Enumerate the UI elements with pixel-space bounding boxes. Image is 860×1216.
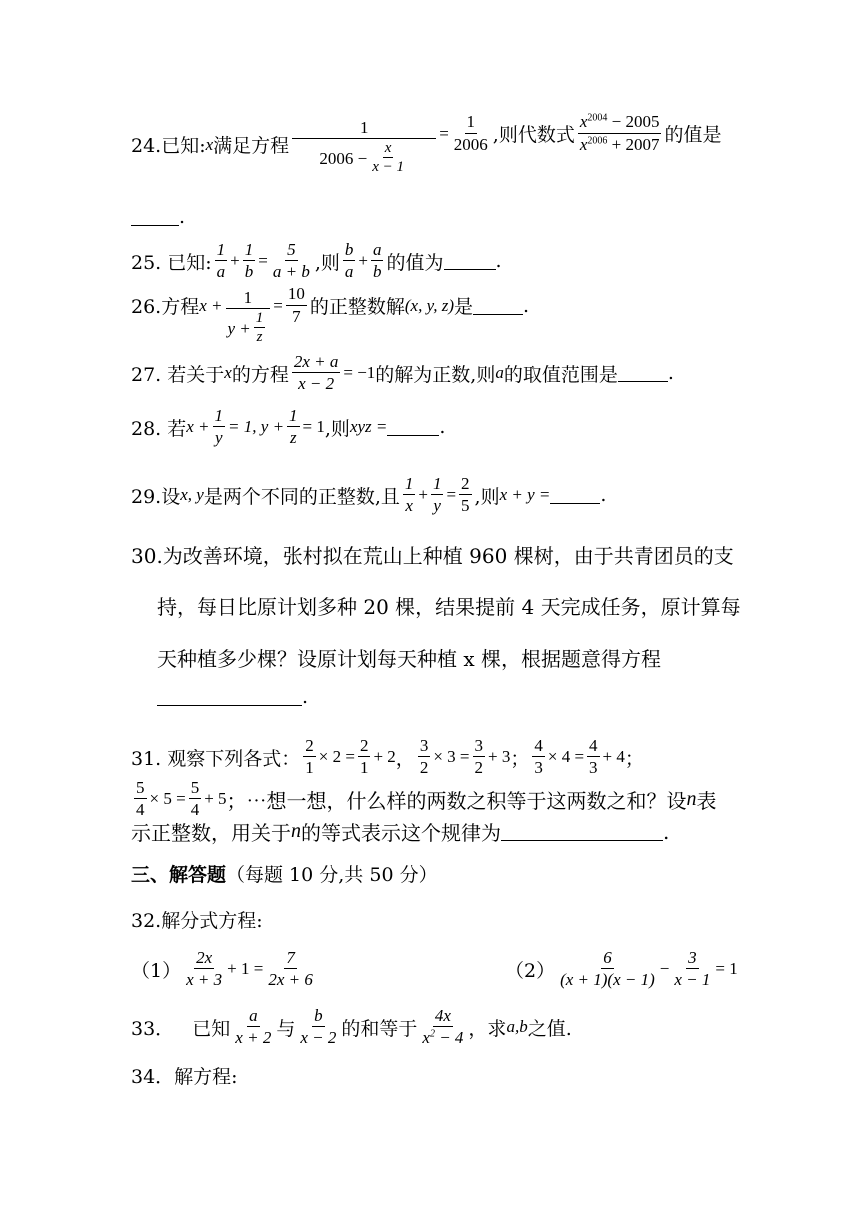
q24-expr-den-base: x [579,134,588,154]
q24-inner-num: x [384,140,392,157]
q24-text3: 的值是 [664,124,722,147]
q25-frac3 [271,240,312,283]
q29-f1n: 1 [403,474,416,495]
q32-p1-mid: + 1 = [227,959,264,979]
q25-eq: = [258,251,268,271]
q27-blank [618,364,668,382]
q31-e2-end: + 3 [488,747,511,767]
q24-prefix: 24.已知: [131,135,206,158]
section3-heading [131,860,438,887]
q24-text2: ,则代数式 [492,124,575,147]
q31-e2-f2d: 2 [474,758,483,778]
q24-lhs-num: 1 [292,118,436,139]
q32-p2-f1d: (x + 1)(x − 1) [560,970,655,990]
q30-line2 [157,591,741,620]
q26-eq: = [273,295,283,315]
q24-expr-den-exp: 2006 [587,134,608,146]
q32-p2-f2d: x − 1 [674,970,711,990]
q31-e3-f2 [587,736,600,779]
q31-e4-f2 [189,778,202,821]
q32-p1-f1d: x + 3 [186,970,223,990]
q24-lhs-fraction [292,118,436,177]
q26-inner-one: 1 [255,310,264,327]
q24-expr-num-base: x [579,112,588,132]
q31-e4-end: + 5 [204,789,227,809]
q26-z: z [256,329,263,346]
q27-prefix: 27. 若关于 [131,363,225,386]
q24-end: . [179,206,186,228]
q25-f5n: a [371,240,384,261]
question-34 [131,1062,238,1089]
q30-blank [157,688,302,706]
q24-rhs-num: 1 [465,112,478,133]
q32-p2-f2 [672,948,712,991]
q27-fd: x − 2 [298,374,335,394]
q26-x: x + [199,295,223,315]
question-29 [131,474,606,517]
q28-y-den: y [215,428,223,448]
q33-f3d-exp: 2 [429,1028,435,1040]
q24-lhs-den-a: 2006 − [319,148,368,168]
q24-expr-num-exp: 2004 [587,112,608,124]
q28-end: . [439,416,446,439]
q33-text2: 的和等于 [341,1017,418,1040]
q34-title: 34．解方程: [131,1066,238,1088]
q26-prefix: 26.方程 [131,296,200,319]
q32-p1-f2 [266,948,315,991]
q33-text4: 之值. [527,1017,572,1040]
q31-sep1: ， [395,747,415,770]
q32-p2-rhs: = 1 [715,959,738,979]
q31-e3-f2n: 4 [587,736,600,757]
q31-e1-mid: × 2 = [318,747,355,767]
q24-expr-den-rest: + 2007 [607,134,660,154]
q33-text3: ，求 [468,1017,507,1040]
q26-end: . [523,294,530,317]
q32-p2-label: （2） [505,959,556,982]
q29-prefix: 29.设 [131,485,181,508]
question-33 [131,1006,572,1049]
q24-eq: = [439,123,449,143]
q28-mid: = 1, y + [228,417,285,437]
q28-eq1: = 1 [302,417,325,437]
q31-sep3: ； [624,747,644,770]
q25-prefix: 25. 已知: [131,251,212,274]
q28-one: 1 [213,406,226,427]
q25-end: . [495,250,502,273]
q31-e4-f2n: 5 [189,778,202,799]
q25-frac4 [343,240,356,283]
q31-n: n [686,787,697,810]
q25-f3d: a + b [272,262,310,282]
q27-a: a [495,363,504,383]
question-28 [131,406,445,449]
q31-e3-f1n: 4 [532,736,545,757]
q33-f3 [420,1006,465,1049]
q27-text2: 的解为正数,则 [375,363,496,386]
question-31 [131,736,644,779]
q31-line3a: 示正整数，用关于 [131,821,291,845]
q31-e2-f1 [418,736,431,779]
q25-f1n: 1 [215,240,228,261]
q26-rhs [286,284,307,327]
q25-f2d: b [244,262,254,282]
q31-prefix: 31. 观察下列各式： [131,747,301,770]
q29-frac3 [459,474,472,517]
q31-e4-mid: × 5 = [149,789,186,809]
q31-e1-f2d: 1 [359,758,369,778]
q29-blank [550,486,600,504]
q24-rhs-fraction [452,112,490,155]
q26-cont-fraction [226,288,271,347]
q26-tuple: (x, y, z) [404,295,454,315]
q31-line3b: 的等式表示这个规律为 [301,821,501,845]
q33-prefix: 33． 已知 [131,1017,231,1040]
q33-f2d: x − 2 [300,1028,337,1048]
q30-line1 [131,540,734,569]
q26-rn: 10 [286,284,307,305]
q28-prefix: 28. 若 [131,417,187,440]
q29-f3d: 5 [461,496,470,516]
q29-plus: + [418,485,428,505]
q31-e3-f1d: 3 [534,758,543,778]
q24-blank [131,208,179,226]
q25-text1: ,则 [314,251,340,274]
q31-sep2: ； [510,747,530,770]
section3-title: 三、解答题 [131,864,227,886]
q31-e1-f1d: 1 [305,758,314,778]
q32-p1-f1n: 2x [194,948,214,969]
q25-plus2: + [358,251,368,271]
q29-f1d: x [405,496,413,516]
q25-f3n: 5 [285,240,298,261]
q29-end: . [600,484,607,507]
q31-blank [501,822,663,841]
q33-f3d-rest: − 4 [434,1028,464,1048]
q32-p1-f2n: 7 [284,948,297,969]
q27-var: x [224,363,232,383]
q31-line3 [131,817,669,846]
q32-p1-f1 [184,948,224,991]
q31-e3-f1 [532,736,545,779]
q24-answer-line [131,206,185,228]
q31-e1-f2n: 2 [358,736,371,757]
q27-text3: 的取值范围是 [503,363,618,386]
q28-xyz: xyz = [349,417,388,437]
q28-text1: ,则 [324,417,350,440]
q31-e1-f2 [358,736,371,779]
q28-one2: 1 [287,406,300,427]
q26-y: y + [227,318,251,338]
q24-expr-fraction [578,112,662,155]
question-25 [131,240,502,283]
q31-e1-f1n: 2 [303,736,316,757]
q29-frac2 [431,474,444,517]
q24-inner-fraction [370,139,406,177]
q31-end: . [663,819,670,844]
q24-inner-den: x − 1 [372,159,404,176]
q28-x: x + [186,417,210,437]
q26-inner [254,309,266,347]
q33-f2n: b [312,1006,325,1027]
q31-e2-f1d: 2 [419,758,429,778]
q25-f5d: b [372,262,382,282]
q31-line2-rest: ；⋯想一想，什么样的两数之积等于这两数之和？设 [226,788,687,813]
q27-text1: 的方程 [231,363,289,386]
q30-line2-text: 持，每日比原计划多种 20 棵，结果提前 4 天完成任务，原计算每 [157,595,741,619]
q31-e4-f2d: 4 [190,800,200,820]
q31-line2-tail: 表 [696,788,717,813]
q31-e4-f1d: 4 [136,800,145,820]
q33-f3d-base: x [422,1028,430,1048]
q32-p2-f2n: 3 [686,948,699,969]
q29-text1: 是两个不同的正整数,且 [203,485,400,508]
q33-f1n: a [247,1006,260,1027]
q30-end: . [302,686,309,708]
q32-title [131,906,263,933]
q27-end: . [667,362,674,385]
q33-f1 [233,1006,273,1049]
q31-e3-mid: × 4 = [547,747,585,767]
q32-p1-f2d: 2x + 6 [268,970,313,990]
question-24 [131,112,721,177]
q29-f2n: 1 [431,474,444,495]
q31-e2-f2 [473,736,486,779]
q27-fn: 2x + a [292,352,341,373]
q31-e2-f1n: 3 [418,736,431,757]
q24-text: 满足方程 [213,135,290,158]
q32-title-text: 32.解分式方程: [131,910,263,932]
question-27 [131,352,674,395]
q28-frac1 [213,406,226,449]
q24-expr-num-rest: − 2005 [607,112,660,132]
q24-var: x [205,134,214,154]
q31-e3-f2d: 3 [589,758,598,778]
q29-eq: = [446,485,457,505]
q29-f2d: y [433,496,441,516]
q30-line3 [157,643,661,672]
q25-f4d: a [344,262,354,282]
q31-e4-f1n: 5 [134,778,147,799]
q26-rd: 7 [292,306,301,326]
q33-text1: 与 [276,1017,296,1040]
q28-frac2 [287,406,300,449]
q24-lhs-den [317,139,411,177]
q30-answer-line [157,686,308,708]
q32-part1 [131,948,318,991]
q29-f3n: 2 [459,474,472,495]
q32-p2-mid: − [659,959,670,979]
q33-f3n: 4x [433,1006,453,1027]
q26-text1: 的正整数解 [309,296,405,319]
q29-sum: x + y = [499,485,551,505]
q32-p2-f1n: 6 [601,948,614,969]
q31-e2-mid: × 3 = [433,747,470,767]
q31-e1-f1 [303,736,316,779]
q29-vars: x, y [180,485,204,505]
q31-n2: n [291,820,301,842]
q27-frac [292,352,341,395]
q30-line1-text: 30.为改善环境，张村拟在荒山上种植 960 棵树，由于共青团员的支 [131,544,734,568]
q25-text2: 的值为 [386,251,444,274]
q24-rhs-den: 2006 [453,134,488,154]
q25-frac5 [371,240,384,283]
q25-f4n: b [343,240,356,261]
q26-blank [473,297,523,315]
q29-text2: ,则 [474,485,500,508]
q26-text2: 是 [453,296,473,319]
q32-p1-label: （1） [131,959,182,982]
q27-rhs: = −1 [343,363,376,383]
q33-f2 [298,1006,338,1049]
q29-frac1 [403,474,416,517]
q30-line3-text: 天种植多少棵？设原计划每天种植 x 棵，根据题意得方程 [157,647,661,671]
q33-ab: a,b [506,1017,528,1037]
q32-p2-f1 [558,948,657,991]
section3-note: （每题 10 分,共 50 分） [226,864,438,886]
q25-f1d: a [216,262,226,282]
q28-z-den: z [289,428,297,448]
q25-frac1 [215,240,228,283]
q25-blank [444,252,496,270]
q26-one: 1 [226,288,270,309]
q31-e4-f1 [134,778,147,821]
q28-blank [387,418,439,436]
q25-frac2 [243,240,256,283]
question-26 [131,284,530,347]
q31-line2 [131,778,717,821]
q31-e3-end: + 4 [602,747,625,767]
q32-part2 [505,948,738,991]
q31-e2-f2n: 3 [473,736,486,757]
q25-plus: + [230,251,240,271]
q33-f1d: x + 2 [235,1028,272,1048]
q25-f2n: 1 [243,240,256,261]
q31-e1-end: + 2 [373,747,396,767]
